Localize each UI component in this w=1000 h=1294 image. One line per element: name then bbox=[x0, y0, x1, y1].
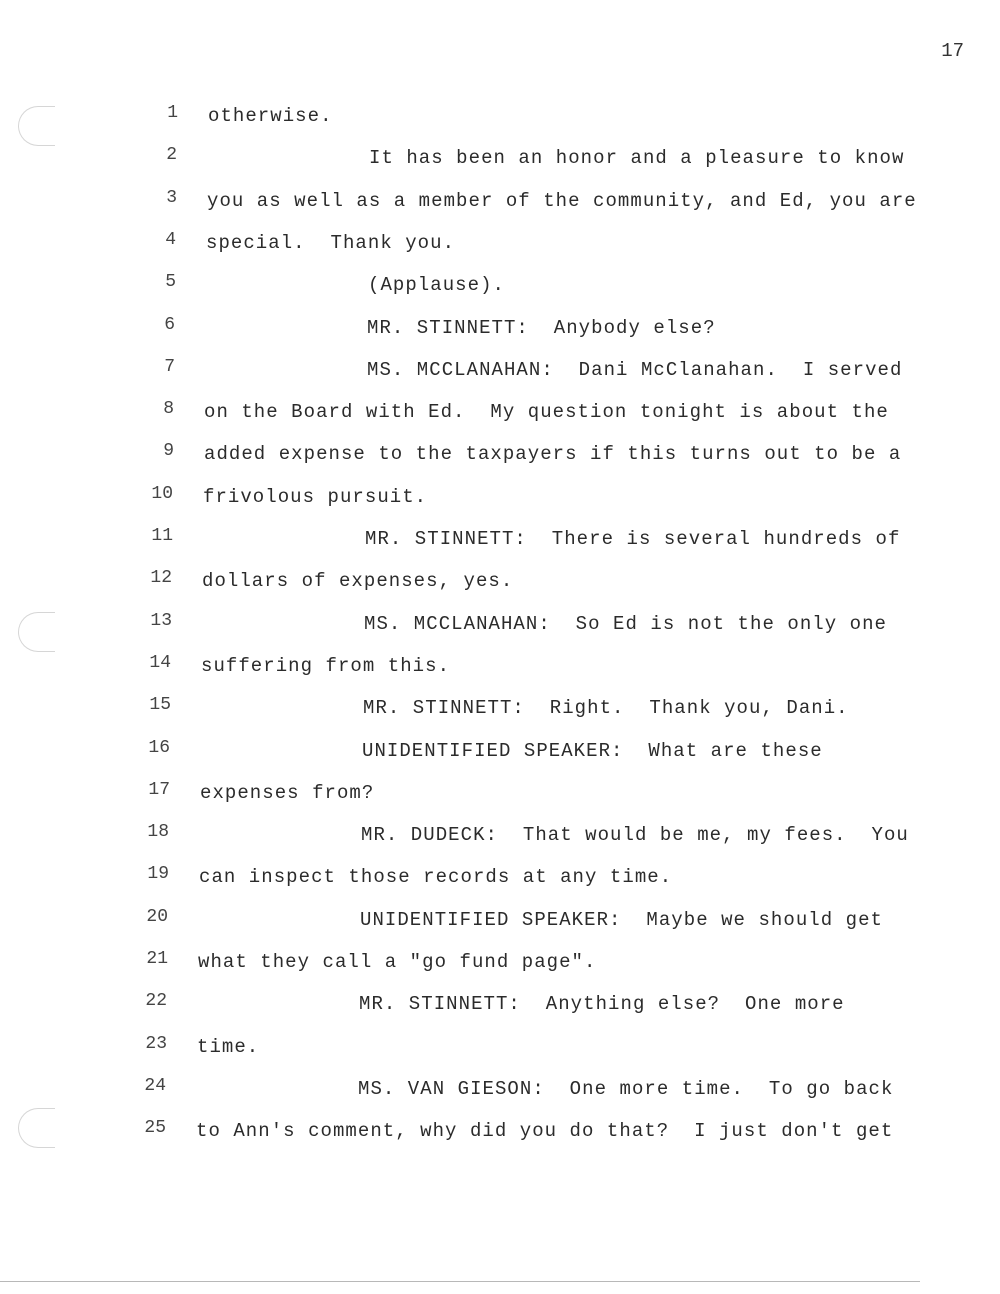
transcript-line bbox=[0, 103, 1000, 133]
line-number: 10 bbox=[151, 484, 173, 504]
line-number: 11 bbox=[151, 526, 173, 546]
line-text: otherwise. bbox=[208, 105, 333, 127]
line-number: 20 bbox=[146, 907, 168, 927]
line-text: MR. STINNETT: Anything else? One more bbox=[359, 993, 845, 1015]
transcript-line bbox=[0, 991, 1000, 1021]
line-number: 5 bbox=[165, 272, 176, 292]
line-text: expenses from? bbox=[200, 782, 375, 804]
line-number: 6 bbox=[164, 315, 175, 335]
line-text: special. Thank you. bbox=[206, 232, 456, 254]
transcript-line bbox=[0, 864, 1000, 894]
line-text: time. bbox=[197, 1036, 260, 1058]
transcript-line bbox=[0, 1118, 1000, 1148]
line-number: 4 bbox=[165, 230, 176, 250]
transcript-line bbox=[0, 695, 1000, 725]
transcript-line bbox=[0, 1076, 1000, 1106]
transcript-line bbox=[0, 145, 1000, 175]
line-number: 16 bbox=[148, 738, 170, 758]
line-number: 18 bbox=[147, 822, 169, 842]
transcript-line bbox=[0, 907, 1000, 937]
line-text: MR. STINNETT: Right. Thank you, Dani. bbox=[363, 697, 849, 719]
line-text: on the Board with Ed. My question tonight is about the bbox=[204, 401, 889, 423]
line-number: 9 bbox=[163, 441, 174, 461]
line-number: 15 bbox=[149, 695, 171, 715]
line-text: It has been an honor and a pleasure to know bbox=[369, 147, 905, 169]
line-text: what they call a "go fund page". bbox=[198, 951, 597, 973]
transcript-line bbox=[0, 315, 1000, 345]
transcript-line bbox=[0, 653, 1000, 683]
line-text: dollars of expenses, yes. bbox=[202, 570, 514, 592]
line-text: MS. MCCLANAHAN: Dani McClanahan. I served bbox=[367, 359, 903, 381]
transcript-line bbox=[0, 357, 1000, 387]
line-text: UNIDENTIFIED SPEAKER: Maybe we should get bbox=[360, 909, 883, 931]
transcript-line bbox=[0, 230, 1000, 260]
line-number: 13 bbox=[150, 611, 172, 631]
transcript-line bbox=[0, 949, 1000, 979]
line-number: 21 bbox=[146, 949, 168, 969]
line-number: 12 bbox=[150, 568, 172, 588]
line-number: 7 bbox=[164, 357, 175, 377]
line-text: UNIDENTIFIED SPEAKER: What are these bbox=[362, 740, 823, 762]
transcript-line bbox=[0, 526, 1000, 556]
transcript-line bbox=[0, 188, 1000, 218]
transcript-line bbox=[0, 568, 1000, 598]
line-text: MR. STINNETT: There is several hundreds of bbox=[365, 528, 901, 550]
transcript-line bbox=[0, 780, 1000, 810]
transcript-line bbox=[0, 611, 1000, 641]
line-text: MR. DUDECK: That would be me, my fees. You bbox=[361, 824, 909, 846]
transcript-line bbox=[0, 484, 1000, 514]
bottom-rule bbox=[0, 1281, 920, 1282]
line-text: to Ann's comment, why did you do that? I just don't get bbox=[196, 1120, 894, 1142]
line-text: added expense to the taxpayers if this turns out to be a bbox=[204, 443, 902, 465]
page-number: 17 bbox=[941, 40, 964, 62]
line-number: 23 bbox=[145, 1034, 167, 1054]
line-number: 24 bbox=[144, 1076, 166, 1096]
line-number: 3 bbox=[166, 188, 177, 208]
line-number: 1 bbox=[167, 103, 178, 123]
transcript-line bbox=[0, 1034, 1000, 1064]
line-number: 2 bbox=[166, 145, 177, 165]
line-text: MS. VAN GIESON: One more time. To go back bbox=[358, 1078, 894, 1100]
line-text: frivolous pursuit. bbox=[203, 486, 428, 508]
transcript-line bbox=[0, 272, 1000, 302]
transcript-line bbox=[0, 822, 1000, 852]
transcript-line bbox=[0, 441, 1000, 471]
line-number: 25 bbox=[144, 1118, 166, 1138]
line-number: 19 bbox=[147, 864, 169, 884]
line-text: MR. STINNETT: Anybody else? bbox=[367, 317, 716, 339]
transcript-line bbox=[0, 399, 1000, 429]
line-text: MS. MCCLANAHAN: So Ed is not the only one bbox=[364, 613, 887, 635]
line-text: (Applause). bbox=[368, 274, 505, 296]
line-number: 22 bbox=[145, 991, 167, 1011]
line-number: 17 bbox=[148, 780, 170, 800]
line-text: can inspect those records at any time. bbox=[199, 866, 673, 888]
line-number: 8 bbox=[163, 399, 174, 419]
line-text: you as well as a member of the community, and Ed, you are bbox=[207, 190, 917, 212]
transcript-line bbox=[0, 738, 1000, 768]
line-number: 14 bbox=[149, 653, 171, 673]
line-text: suffering from this. bbox=[201, 655, 451, 677]
